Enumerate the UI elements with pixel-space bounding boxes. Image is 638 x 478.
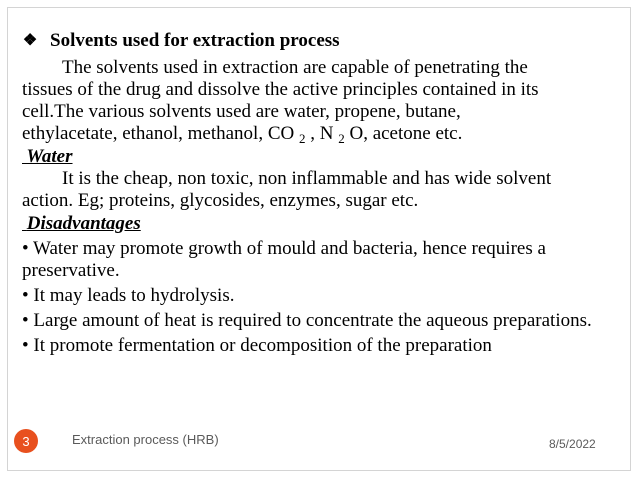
n-subscript: 2	[338, 131, 345, 146]
disadvantage-item-1: • Water may promote growth of mould and bacteria, hence requires a preservative.	[22, 238, 546, 281]
n2o-text: , N	[305, 123, 334, 144]
intro-line-4-end: O, acetone etc.	[344, 123, 463, 144]
water-line-2: action. Eg; proteins, glycosides, enzymes, sugar etc.	[22, 190, 419, 211]
heading	[22, 30, 622, 52]
diamond-four-point-icon: ❖	[22, 32, 38, 49]
disadvantage-item-2: • It may leads to hydrolysis.	[22, 285, 235, 306]
intro-line-1: The solvents used in extraction are capable of penetrating the	[62, 57, 528, 78]
disadvantage-item-3: • Large amount of heat is required to concentrate the aqueous preparations.	[22, 310, 592, 331]
page-number-badge: 3	[14, 429, 38, 453]
intro-line-4	[22, 123, 622, 145]
disadvantages-title	[22, 213, 622, 235]
heading-text: Solvents used for extraction process	[50, 30, 340, 51]
water-line-1: It is the cheap, non toxic, non inflammable and has wide solvent	[62, 168, 552, 189]
intro-line-4-text: ethylacetate, ethanol, methanol, CO	[22, 123, 295, 144]
co-subscript: 2	[298, 131, 306, 146]
slide-footer	[0, 428, 638, 458]
disadvantages-title-text: Disadvantages	[26, 213, 141, 234]
intro-line-3: cell.The various solvents used are water, propene, butane,	[22, 101, 461, 122]
water-title	[22, 146, 622, 168]
water-title-text: Water	[26, 146, 73, 167]
disadvantage-item-4: • It promote fermentation or decomposition of the preparation	[22, 335, 492, 356]
intro-line-2: tissues of the drug and dissolve the active principles contained in its	[22, 79, 539, 100]
footer-title: Extraction process (HRB)	[72, 432, 219, 447]
slide-content	[22, 30, 622, 357]
footer-date: 8/5/2022	[549, 437, 596, 451]
